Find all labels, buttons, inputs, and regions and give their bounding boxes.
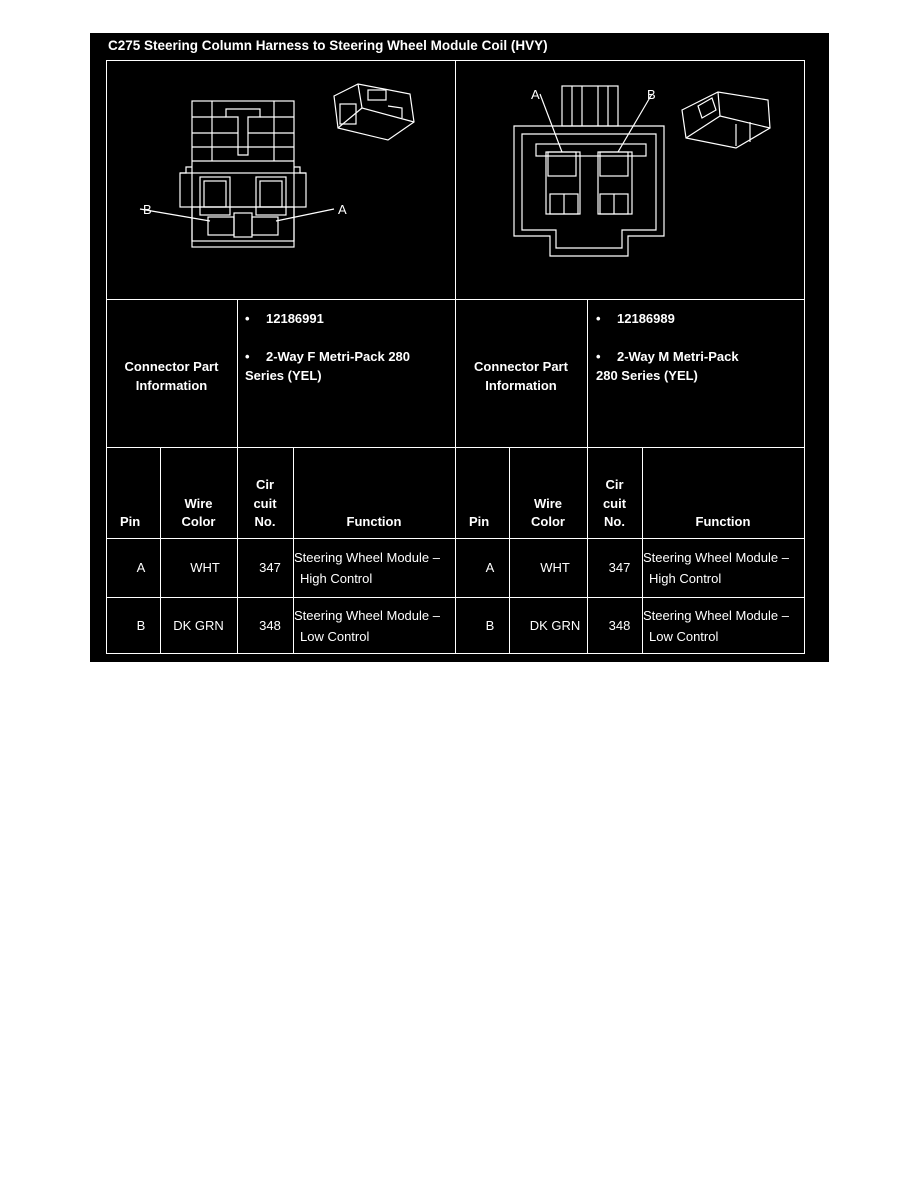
left-row-b-function-line1: Steering Wheel Module – <box>294 608 440 623</box>
left-header-function: Function <box>346 514 402 529</box>
left-header-circuit-line1: Cir <box>255 477 275 492</box>
left-bullet-marker-2: • <box>245 349 250 364</box>
right-info-label-line1: Connector Part <box>474 359 568 374</box>
right-header-circuit-line2: cuit <box>602 496 627 511</box>
right-bullet-marker-2: • <box>596 349 601 364</box>
left-row-a-circuit: 347 <box>259 560 281 575</box>
left-row-a-pin: A <box>136 560 146 575</box>
right-info-label-line2: Information <box>485 378 557 393</box>
left-row-a-color: WHT <box>190 560 220 575</box>
grid-line <box>106 447 805 448</box>
left-part-number: 12186991 <box>266 311 324 326</box>
left-row-b-pin: B <box>136 618 146 633</box>
right-part-number: 12186989 <box>617 311 675 326</box>
left-header-wire-line1: Wire <box>184 496 213 511</box>
right-pin-label-a: A <box>531 87 540 102</box>
right-row-a-circuit: 347 <box>608 560 631 575</box>
right-row-a-function-line1: Steering Wheel Module – <box>643 550 789 565</box>
left-row-a-function-line1: Steering Wheel Module – <box>294 550 440 565</box>
left-connector-isometric-drawing <box>328 78 420 148</box>
right-info-label <box>455 357 587 395</box>
right-header-circuit-line3: No. <box>604 514 625 529</box>
right-header-function: Function <box>695 514 751 529</box>
right-row-b-color: DK GRN <box>529 618 581 633</box>
left-row-b-function-line2: Low Control <box>300 629 370 644</box>
grid-line <box>106 597 805 598</box>
grid-line <box>106 538 805 539</box>
right-row-a-color: WHT <box>540 560 570 575</box>
left-row-b-circuit: 348 <box>259 618 281 633</box>
page-title: C275 Steering Column Harness to Steering Wheel Module Coil (HVY) <box>108 38 548 53</box>
left-header-wire-line2: Color <box>181 514 216 529</box>
grid-line <box>804 60 805 654</box>
right-part-description-line2: 280 Series (YEL) <box>596 368 698 383</box>
left-info-label-line1: Connector Part <box>124 359 219 374</box>
right-row-b-function-line1: Steering Wheel Module – <box>643 608 789 623</box>
right-part-description-line1: 2-Way M Metri-Pack <box>617 349 739 364</box>
right-row-b-function-line2: Low Control <box>649 629 719 644</box>
left-row-b-color: DK GRN <box>173 618 224 633</box>
left-header-circuit-line3: No. <box>254 514 276 529</box>
left-pin-label-a: A <box>338 202 347 217</box>
right-row-b-circuit: 348 <box>608 618 631 633</box>
left-pin-label-b: B <box>143 202 152 217</box>
left-bullet-marker-1: • <box>245 311 250 326</box>
right-header-circuit-line1: Cir <box>605 477 624 492</box>
right-pin-label-b: B <box>647 87 656 102</box>
right-header-wire-line2: Color <box>531 514 565 529</box>
right-header-pin: Pin <box>469 514 490 529</box>
left-part-description-line1: 2-Way F Metri-Pack 280 <box>266 349 411 364</box>
left-header-pin: Pin <box>120 514 141 529</box>
left-part-description-line2: Series (YEL) <box>245 368 322 383</box>
right-connector-isometric-drawing <box>678 80 774 160</box>
right-bullet-marker-1: • <box>596 311 601 326</box>
left-header-circuit-line2: cuit <box>253 496 277 511</box>
grid-line <box>587 299 588 447</box>
right-row-b-pin: B <box>485 618 495 633</box>
left-info-label <box>106 357 237 395</box>
right-header-wire-line1: Wire <box>533 496 563 511</box>
grid-line <box>106 299 805 300</box>
right-row-a-pin: A <box>485 560 495 575</box>
left-connector-face-drawing <box>140 95 360 255</box>
right-connector-face-drawing <box>510 80 670 265</box>
right-row-a-function-line2: High Control <box>649 571 722 586</box>
grid-line <box>237 299 238 447</box>
left-info-label-line2: Information <box>135 378 208 393</box>
left-row-a-function-line2: High Control <box>300 571 373 586</box>
